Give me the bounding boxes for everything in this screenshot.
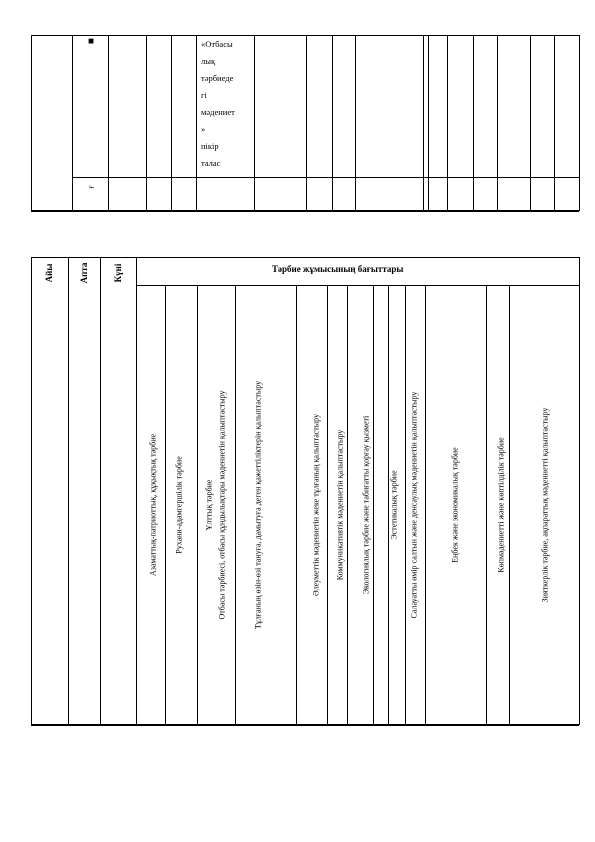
- col-day-header: Күні: [113, 263, 123, 283]
- direction-label: Отбасы тәрбиесі, отбасы құндылықтары мәдениетін қалыптастыру: [217, 390, 227, 620]
- col-month-header: Айы: [44, 263, 54, 283]
- event-cell: [201, 36, 253, 172]
- direction-label: Рухани-адамгершілік тәрбие: [174, 456, 184, 554]
- direction-label: Экологиялық тәрбие және табиғатты қорғау қызметі: [361, 415, 371, 595]
- event-line: талас: [201, 158, 221, 168]
- bottom-table-border-bottom: [31, 724, 579, 726]
- direction-label: Еңбек және экономикалық тәрбие: [450, 447, 460, 563]
- bottom-table-border-top: [31, 257, 579, 258]
- event-line: гі: [201, 90, 207, 100]
- row-mark-1: ■: [88, 36, 95, 47]
- row-mark-2: ғ: [86, 185, 96, 189]
- direction-label: Көпмәдениетті және көптілділік тәрбие: [496, 437, 506, 573]
- direction-label: Эстетикалық тәрбие: [389, 470, 399, 540]
- direction-label: Әлеуметтік мәдениетін жеке тұлғаның қалыптастыру: [311, 413, 321, 597]
- direction-label: Салауатты өмір салтын және денсаулық мәдениетін қалыптастыру: [409, 391, 419, 619]
- direction-label: Азаматтық-патриоттық, құқықтық тәрбие: [148, 433, 158, 577]
- header-divider: [136, 285, 579, 286]
- direction-label: Коммуникативтік мәдениетін қалыптастыру: [335, 429, 345, 581]
- col-week-header: Апта: [79, 262, 89, 284]
- directions-header: Тәрбие жұмысының бағыттары: [272, 264, 404, 274]
- direction-label: Ұлттық тәрбие: [204, 479, 214, 531]
- event-line: мәдениет: [201, 107, 235, 117]
- top-table-row-divider: [72, 177, 579, 178]
- direction-label: Зияткерлік тәрбие, ақпараттық мәдениетті қалыптастыру: [540, 407, 550, 603]
- event-line: тәрбиеде: [201, 73, 234, 83]
- event-line: лық: [201, 56, 216, 66]
- event-line: »: [201, 124, 206, 134]
- event-line: «Отбасы: [201, 39, 233, 49]
- event-line: пікір: [201, 141, 219, 151]
- direction-label: Тұлғаның өзін-өзі тануға, дамытуға деген қажеттіліктерін қалыптастыру: [253, 380, 263, 630]
